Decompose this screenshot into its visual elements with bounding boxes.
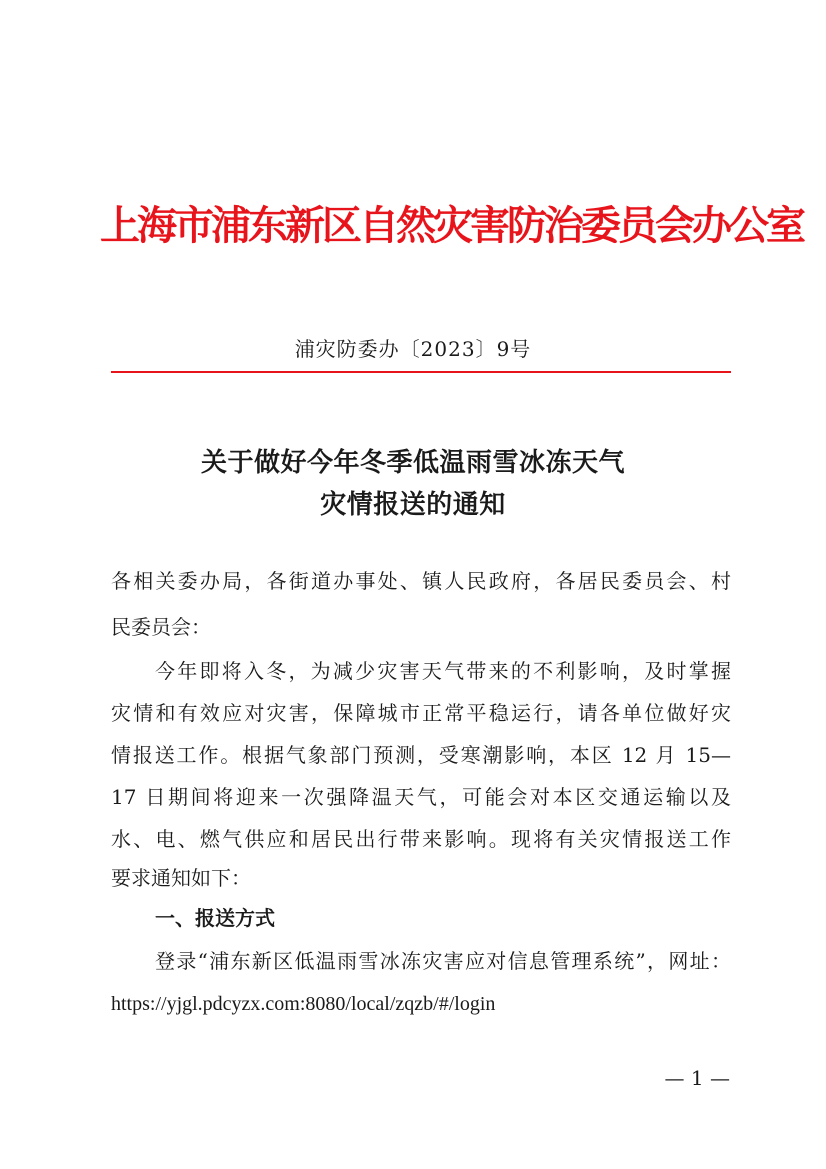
document-number: 浦灾防委办〔2023〕9号 [294,337,532,361]
document-title-line-2: 灾情报送的通知 [320,490,506,520]
paragraph-line: 情报送工作。根据气象部门预测，受寒潮影响，本区 12 月 15— [111,743,731,767]
section-heading: 一、报送方式 [155,906,275,930]
paragraph-line: 登录“浦东新区低温雨雪冰冻灾害应对信息管理系统”，网址： [155,949,731,973]
document-title-line-1: 关于做好今年冬季低温雨雪冰冻天气 [200,448,625,478]
paragraph-line: 要求通知如下： [111,866,251,890]
recipients-line: 各相关委办局，各街道办事处、镇人民政府，各居民委员会、村 [111,569,731,593]
page-number: — 1 — [664,1066,730,1090]
recipients-line: 民委员会： [111,615,211,639]
paragraph-line: 灾情和有效应对灾害，保障城市正常平稳运行，请各单位做好灾 [111,701,731,725]
paragraph-line: 水、电、燃气供应和居民出行带来影响。现将有关灾情报送工作 [111,827,731,851]
red-divider [111,371,731,373]
paragraph-line: 今年即将入冬，为减少灾害天气带来的不利影响，及时掌握 [155,659,731,683]
header-organization: 上海市浦东新区自然灾害防治委员会办公室 [100,203,803,249]
paragraph-line: 17 日期间将迎来一次强降温天气，可能会对本区交通运输以及 [111,785,731,809]
system-url: https://yjgl.pdcyzx.com:8080/local/zqzb/#/login [111,993,496,1015]
